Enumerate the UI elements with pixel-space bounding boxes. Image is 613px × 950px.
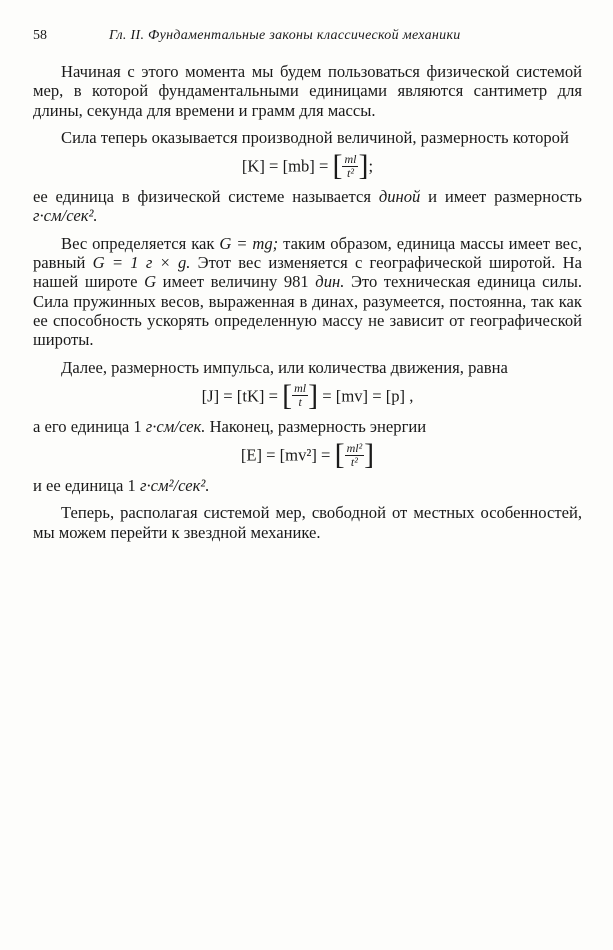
paragraph-momentum: Далее, размерность импульса, или количества движения, равна xyxy=(61,357,508,377)
page-number: 58 xyxy=(33,28,47,43)
formula-energy: [E] = [mv²] = [ $\frac{\text{ml²}}{\text{t²}}$ ] xyxy=(240,438,375,472)
running-head xyxy=(33,24,582,46)
formula-momentum-fraction: $\frac{ml}{t}$ xyxy=(294,381,307,410)
paragraph-force: Сила теперь оказывается производной величиной, размерность которой xyxy=(61,127,569,147)
paragraph-conclusion: Теперь, располагая системой мер, свободной от местных особенностей, мы можем перейти к звездной механике. xyxy=(33,503,582,542)
paragraph-momentum-unit: а его единица 1 г·см/сек. Наконец, размерность энергии xyxy=(33,416,427,436)
paragraph-units: Начиная с этого момента мы будем пользоваться физической системой мер, в которой фундаментальными единицами являются сантиметр для длины, секунда для времени и грамм для массы. xyxy=(33,62,582,120)
formula-force-fraction: $\frac{ml}{\text{t²}}$ xyxy=(344,151,357,180)
formula-momentum: [J] = [tK] = [ $\frac{ml}{t}$ ] = [mv] = [p] , xyxy=(201,378,414,412)
formula-force: [K] = [mb] = [ $\frac{ml}{\text{t²}}$ ]; xyxy=(241,149,374,183)
body-text xyxy=(33,62,582,542)
chapter-title: Гл. II. Фундаментальные законы классической механики xyxy=(109,28,461,43)
formula-energy-fraction: $\frac{\text{ml²}}{\text{t²}}$ xyxy=(346,440,363,469)
formula-momentum-lhs: [J] = [tK] = xyxy=(201,386,278,406)
formula-energy-lhs: [E] = [mv²] = xyxy=(240,445,331,465)
formula-force-lhs: [K] = [mb] = xyxy=(241,156,329,176)
paragraph-energy-unit: и ее единица 1 г·см²/сек². xyxy=(33,476,210,496)
paragraph-weight: Вес определяется как G = mg; таким образом, единица массы имеет вес, равный G = 1 г × g. Этот вес изменяется с географической широтой. На нашей широте G имеет величину 981 дин. Это техническая единица силы. Сила пружинных весов, выраженная в динах, разумеется, постоянна, так как ее способность ускорять определенную массу не зависит от географической широты. xyxy=(33,233,583,350)
paragraph-dyne: ее единица в физической системе называется диной и имеет размерность г·см/сек². xyxy=(33,187,582,226)
book-page xyxy=(33,24,582,542)
